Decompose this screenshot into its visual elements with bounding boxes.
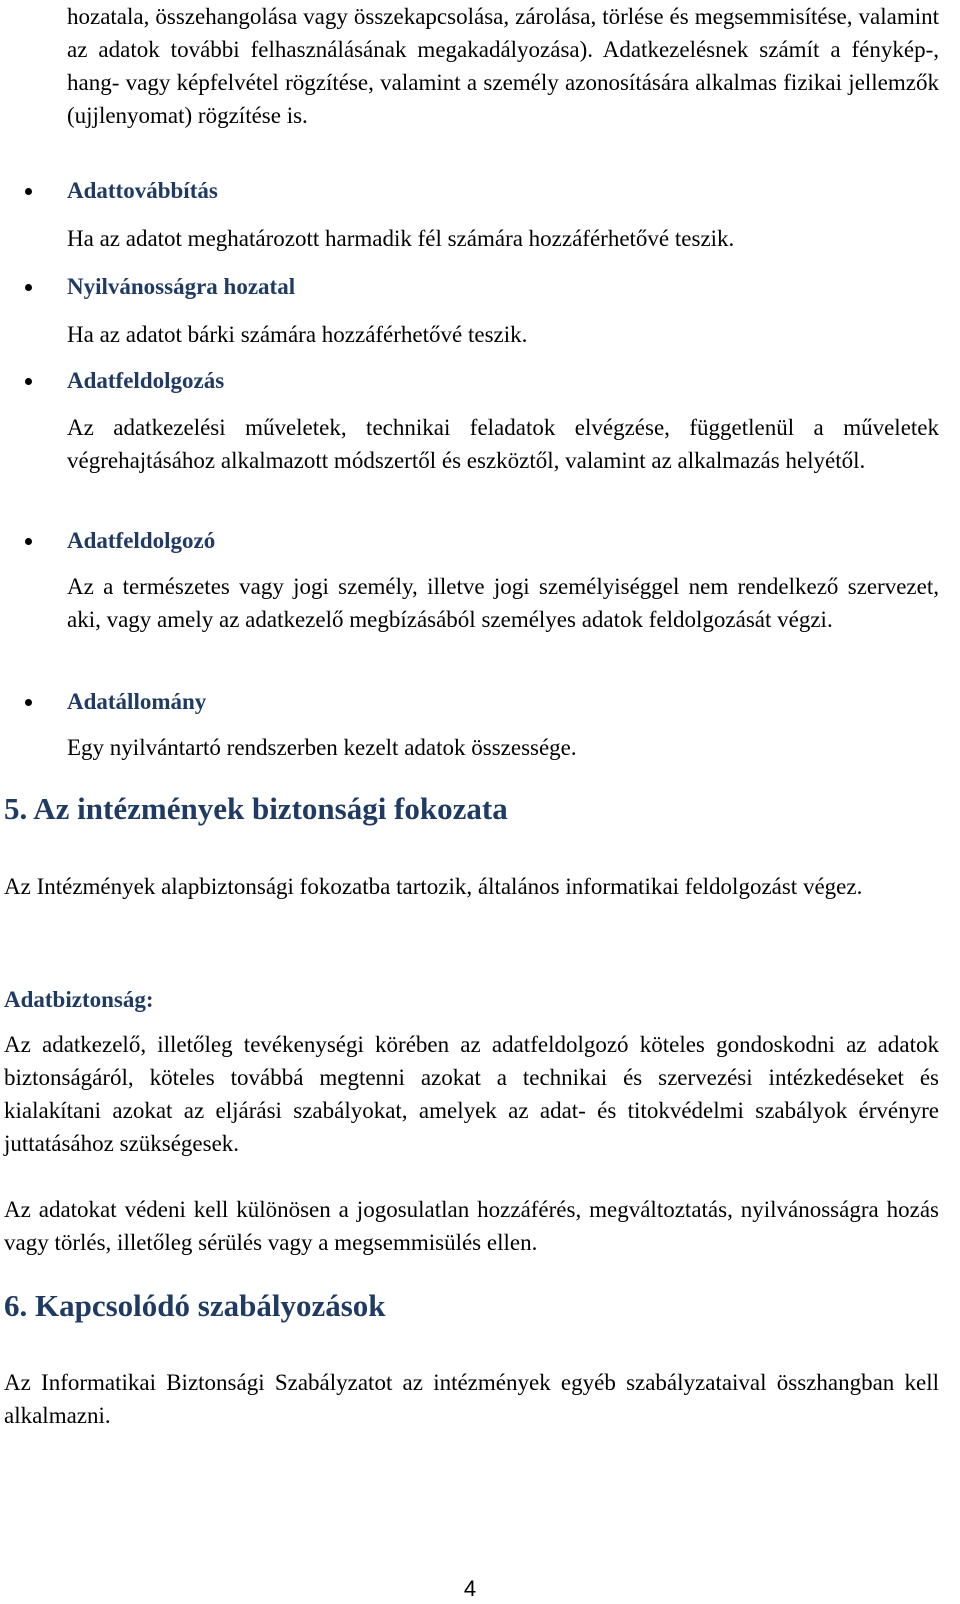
definition-text: Az adatkezelési műveletek, technikai feladatok elvégzése, függetlenül a műveletek végrehajtásához alkalmazott módszertől és eszköztől, valamint az alkalmazás helyétől. bbox=[67, 415, 939, 473]
definition-text: Ha az adatot bárki számára hozzáférhetővé teszik. bbox=[67, 322, 528, 347]
bullet-icon bbox=[25, 188, 32, 195]
definition-term: Adatállomány bbox=[67, 689, 207, 714]
definition-item bbox=[0, 270, 939, 303]
section-heading: 5. Az intézmények biztonsági fokozata bbox=[4, 791, 508, 826]
definition-term: Adatfeldolgozó bbox=[67, 528, 216, 553]
definition-item bbox=[0, 685, 939, 718]
bullet-icon bbox=[25, 378, 32, 385]
definition-term: Nyilvánosságra hozatal bbox=[67, 274, 296, 299]
section-paragraph: Az Informatikai Biztonsági Szabályzatot az intézmények egyéb szabályzataival összhangban kell alkalmazni. bbox=[4, 1370, 939, 1428]
section-paragraph: Az adatokat védeni kell különösen a jogosulatlan hozzáférés, megváltoztatás, nyilvánosságra hozás vagy törlés, illetőleg sérülés vagy a megsemmisülés ellen. bbox=[4, 1197, 939, 1255]
subsection-heading: Adatbiztonság: bbox=[4, 987, 154, 1012]
definition-item bbox=[0, 364, 939, 397]
intro-paragraph: hozatala, összehangolása vagy összekapcsolása, zárolása, törlése és megsemmisítése, valamint az adatok további felhasználásának megakadályozása). Adatkezelésnek számít a fénykép-, hang- vagy képfelvétel rögzítése, valamint a személy azonosítására alkalmas fizikai jellemzők (ujjlenyomat) rögzítése is. bbox=[67, 4, 939, 128]
definition-text: Az a természetes vagy jogi személy, illetve jogi személyiséggel nem rendelkező szervezet, aki, vagy amely az adatkezelő megbízásából személyes adatok feldolgozását végzi. bbox=[67, 574, 939, 632]
definition-text: Egy nyilvántartó rendszerben kezelt adatok összessége. bbox=[67, 735, 577, 760]
bullet-icon bbox=[25, 284, 32, 291]
definition-term: Adatfeldolgozás bbox=[67, 368, 225, 393]
section-paragraph: Az adatkezelő, illetőleg tevékenységi körében az adatfeldolgozó köteles gondoskodni az adatok biztonságáról, köteles továbbá megtenni azokat a technikai és szervezési intézkedéseket és kialakítani azokat az eljárási szabályokat, amelyek az adat- és titokvédelmi szabályok érvényre juttatásához szükségesek. bbox=[4, 1032, 939, 1156]
definition-text: Ha az adatot meghatározott harmadik fél számára hozzáférhetővé teszik. bbox=[67, 226, 735, 251]
bullet-icon bbox=[25, 699, 32, 706]
bullet-icon bbox=[25, 538, 32, 545]
definition-item bbox=[0, 174, 939, 207]
page-number: 4 bbox=[463, 1576, 477, 1601]
definition-term: Adattovábbítás bbox=[67, 178, 218, 203]
section-paragraph: Az Intézmények alapbiztonsági fokozatba tartozik, általános informatikai feldolgozást végez. bbox=[4, 874, 863, 899]
definition-item bbox=[0, 524, 939, 557]
section-heading: 6. Kapcsolódó szabályozások bbox=[4, 1288, 386, 1323]
